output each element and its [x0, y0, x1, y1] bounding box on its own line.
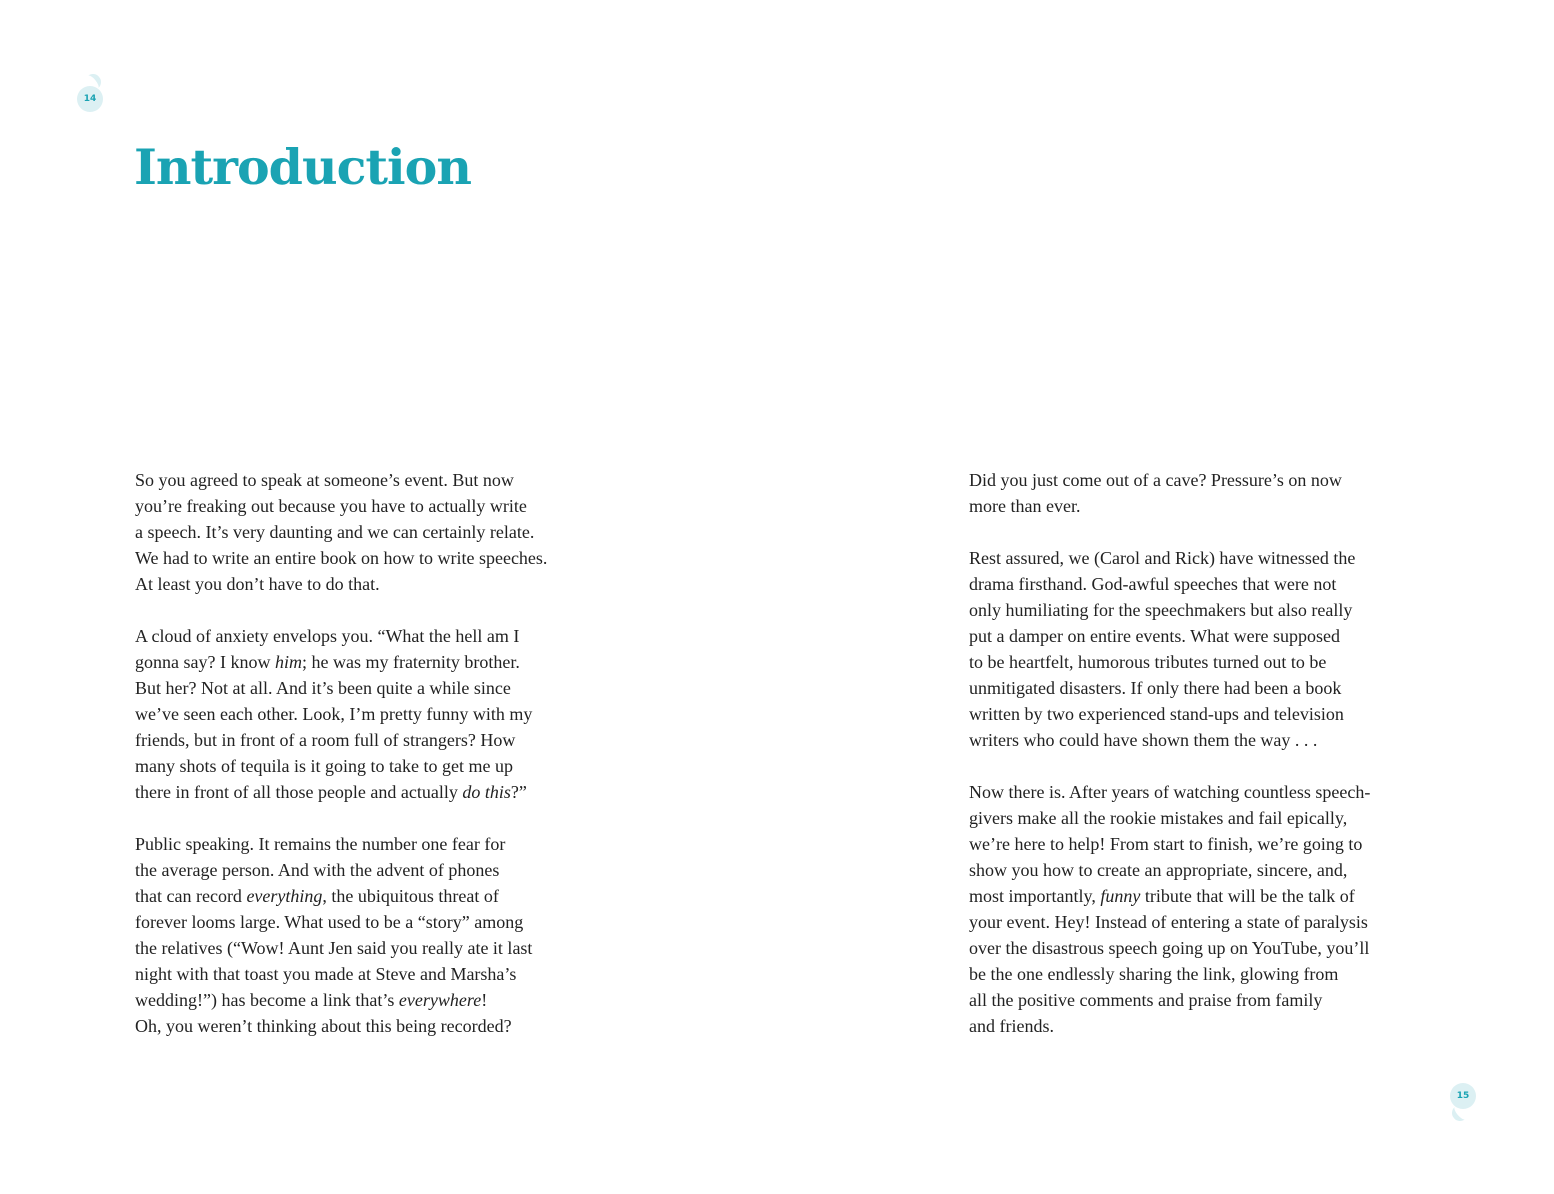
text-line: you’re freaking out because you have to actually write: [135, 496, 527, 516]
text-line: At least you don’t have to do that.: [135, 574, 380, 594]
paragraph-4: [969, 467, 1419, 519]
emphasis: do this: [462, 782, 511, 802]
page-number-left-label: 14: [83, 94, 97, 104]
text-line: Did you just come out of a cave? Pressure’s on now: [969, 470, 1342, 490]
paragraph-1: [135, 467, 605, 597]
left-column: [135, 467, 605, 1065]
text-line: more than ever.: [969, 496, 1081, 516]
paragraph-2: [135, 623, 605, 805]
text-line: the relatives (“Wow! Aunt Jen said you really ate it last: [135, 938, 533, 958]
emphasis: funny: [1100, 886, 1141, 906]
text-line: We had to write an entire book on how to write speeches.: [135, 548, 548, 568]
text-line: only humiliating for the speechmakers but also really: [969, 600, 1353, 620]
text-line: unmitigated disasters. If only there had been a book: [969, 678, 1342, 698]
text-line: friends, but in front of a room full of strangers? How: [135, 730, 516, 750]
text-line: givers make all the rookie mistakes and fail epically,: [969, 808, 1348, 828]
emphasis: everything: [246, 886, 323, 906]
text-line: most importantly, funny tribute that will be the talk of: [969, 886, 1355, 906]
text-line: forever looms large. What used to be a “story” among: [135, 912, 524, 932]
text-line: Rest assured, we (Carol and Rick) have witnessed the: [969, 548, 1356, 568]
text-line: and friends.: [969, 1016, 1054, 1036]
text-line: show you how to create an appropriate, sincere, and,: [969, 860, 1348, 880]
paragraph-5: [969, 545, 1419, 753]
text-line: wedding!”) has become a link that’s everywhere!: [135, 990, 488, 1010]
paragraph-3: [135, 831, 605, 1039]
text-line: Public speaking. It remains the number one fear for: [135, 834, 506, 854]
text-line: written by two experienced stand-ups and television: [969, 704, 1344, 724]
text-line: A cloud of anxiety envelops you. “What the hell am I: [135, 626, 520, 646]
text-line: that can record everything, the ubiquitous threat of: [135, 886, 499, 906]
page-number-left: [77, 86, 103, 112]
text-line: be the one endlessly sharing the link, glowing from: [969, 964, 1339, 984]
text-line: many shots of tequila is it going to take to get me up: [135, 756, 513, 776]
right-column: [969, 467, 1419, 1065]
text-line: all the positive comments and praise from family: [969, 990, 1323, 1010]
text-line: we’re here to help! From start to finish, we’re going to: [969, 834, 1363, 854]
text-line: your event. Hey! Instead of entering a state of paralysis: [969, 912, 1368, 932]
text-line: to be heartfelt, humorous tributes turned out to be: [969, 652, 1327, 672]
text-line: Oh, you weren’t thinking about this being recorded?: [135, 1016, 512, 1036]
text-line: there in front of all those people and actually do this?”: [135, 782, 527, 802]
page-number-right-label: 15: [1456, 1091, 1470, 1101]
text-line: a speech. It’s very daunting and we can certainly relate.: [135, 522, 535, 542]
paragraph-6: [969, 779, 1419, 1039]
text-line: So you agreed to speak at someone’s event. But now: [135, 470, 514, 490]
chapter-title: Introduction: [134, 138, 471, 196]
text-line: the average person. And with the advent of phones: [135, 860, 500, 880]
text-line: But her? Not at all. And it’s been quite a while since: [135, 678, 511, 698]
text-line: Now there is. After years of watching countless speech-: [969, 782, 1371, 802]
text-line: writers who could have shown them the way . . .: [969, 730, 1318, 750]
emphasis: everywhere: [398, 990, 482, 1010]
emphasis: him: [274, 652, 302, 672]
text-line: night with that toast you made at Steve and Marsha’s: [135, 964, 517, 984]
page-number-right: [1450, 1083, 1476, 1109]
text-line: over the disastrous speech going up on YouTube, you’ll: [969, 938, 1370, 958]
text-line: put a damper on entire events. What were supposed: [969, 626, 1341, 646]
text-line: we’ve seen each other. Look, I’m pretty funny with my: [135, 704, 533, 724]
text-line: drama firsthand. God-awful speeches that were not: [969, 574, 1337, 594]
text-line: gonna say? I know him; he was my fraternity brother.: [135, 652, 520, 672]
